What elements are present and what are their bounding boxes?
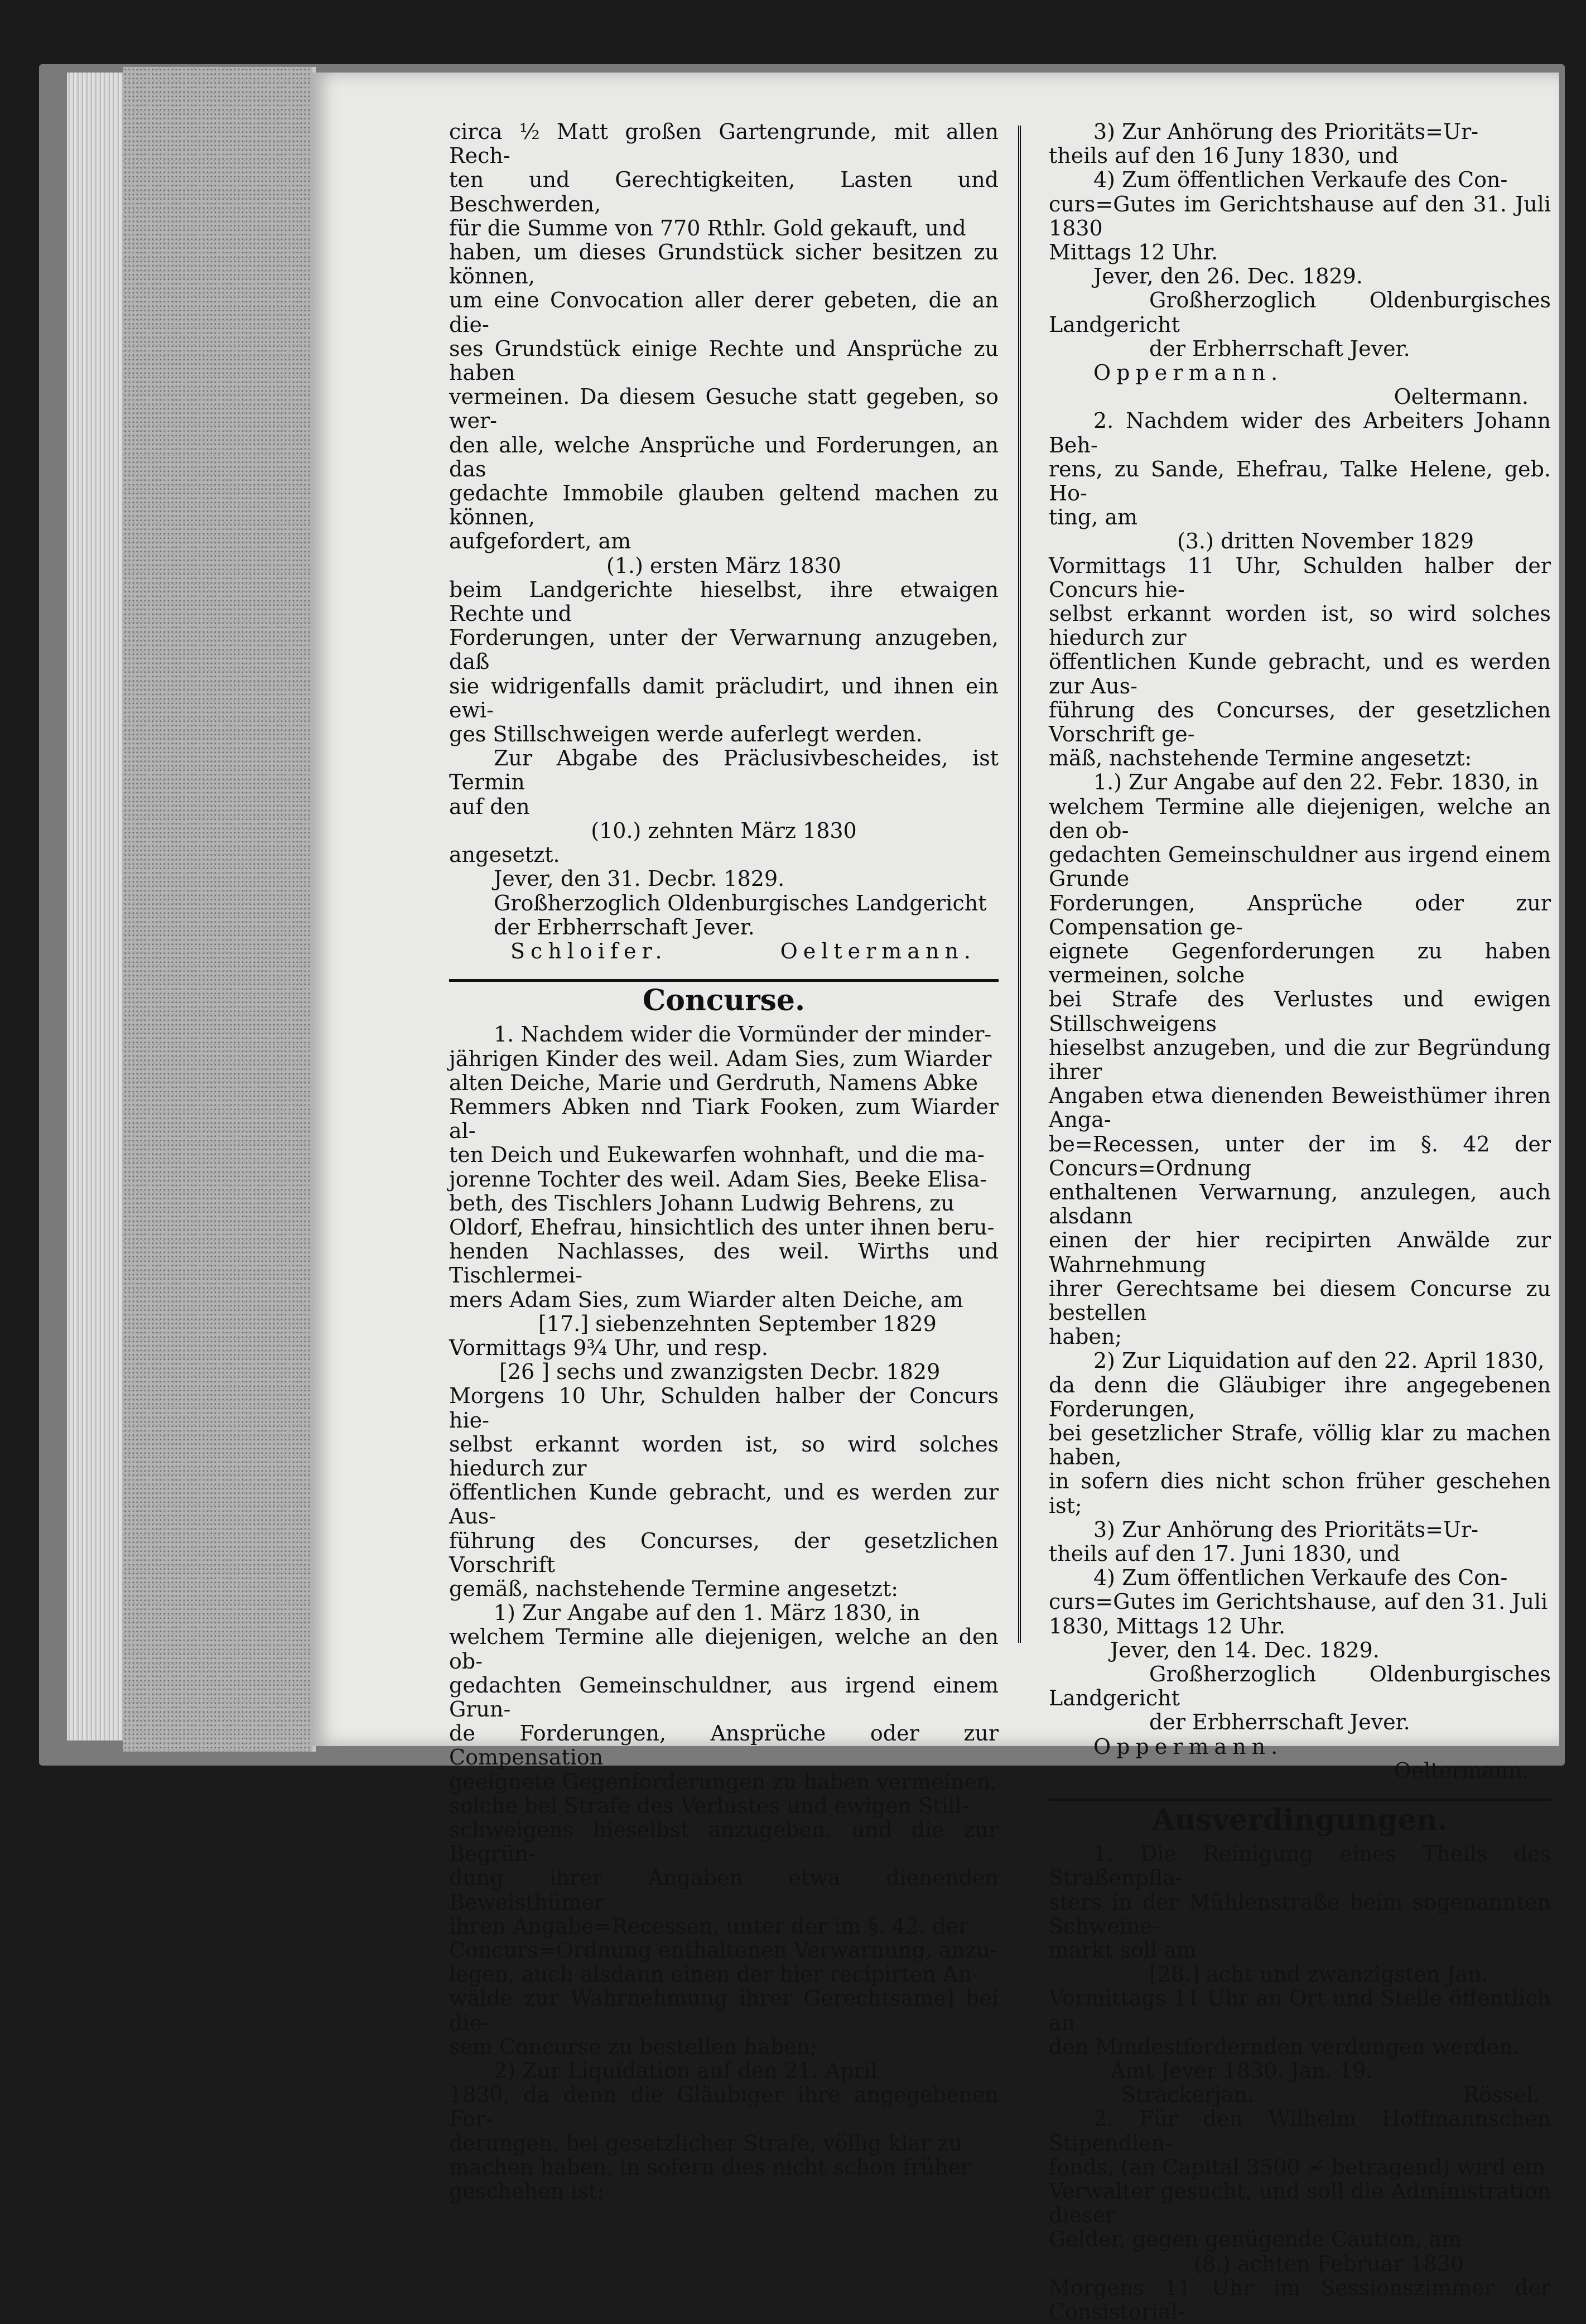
section-divider	[1049, 1799, 1551, 1801]
text-line: 3) Zur Anhörung des Prioritäts=Ur-	[1093, 119, 1479, 144]
document-page	[312, 73, 1559, 2324]
text-line: vermeinen. Da diesem Gesuche statt gegeben, so wer-	[449, 384, 999, 433]
signer: Strackerjan.	[1121, 2082, 1255, 2108]
text-line: Morgens 10 Uhr, Schulden halber der Concurs hie-	[449, 1383, 999, 1433]
text-line: bei Strafe des Verlustes und ewigen Stillschweigens	[1049, 987, 1551, 1036]
text-line: welchem Termine alle diejenigen, welche an den ob-	[1049, 794, 1551, 843]
ausverdingung-2-paragraph	[1049, 2107, 1551, 2251]
text-line: bei gesetzlicher Strafe, völlig klar zu machen haben,	[1049, 1420, 1551, 1470]
place-date: Jever, den 31. Decbr. 1829.	[494, 866, 785, 891]
text-line: curs=Gutes im Gerichtshause auf den 31. Juli 1830	[1049, 191, 1551, 240]
signer: Oeltermann.	[780, 938, 976, 963]
text-line: 4) Zum öffentlichen Verkaufe des Con-	[1093, 167, 1508, 192]
court-name: der Erbherrschaft Jever.	[1149, 336, 1410, 361]
text-line: Remmers Abken nnd Tiark Fooken, zum Wiarder al-	[449, 1094, 999, 1144]
middle-paragraph	[449, 578, 999, 746]
intro-paragraph	[449, 120, 999, 554]
text-line: beth, des Tischlers Johann Ludwig Behrens, zu	[449, 1190, 955, 1216]
text-line: Oldorf, Ehefrau, hinsichtlich des unter ihnen beru-	[449, 1214, 995, 1240]
text-line: Mittags 12 Uhr.	[1049, 240, 1218, 265]
text-line: ting, am	[1049, 505, 1138, 530]
term-2-paragraph	[449, 2059, 999, 2204]
text-line: gedachte Immobile glauben geltend machen zu können,	[449, 481, 999, 530]
court-name: Großherzoglich Oldenburgisches Landgericht	[1049, 288, 1551, 337]
text-line: da denn die Gläubiger ihre angegebenen Forderungen,	[1049, 1372, 1551, 1421]
text-line: 1. Nachdem wider die Vormünder der minder-	[494, 1022, 992, 1047]
text-line: derungen, bei gesetzlicher Strafe, völlig klar zu	[449, 2130, 962, 2156]
text-line: 1830, da denn die Gläubiger ihre angegebenen For-	[449, 2082, 999, 2132]
text-line: jährigen Kinder des weil. Adam Sies, zum Wiarder	[449, 1046, 992, 1071]
text-line: schweigens hieselbst anzugeben, und die zur Begrün-	[449, 1817, 999, 1867]
text-line: theils auf den 17. Juni 1830, und	[1049, 1541, 1400, 1566]
page-edges	[67, 73, 128, 1740]
text-line: 1830, Mittags 12 Uhr.	[1049, 1613, 1286, 1638]
text-line: 1) Zur Angabe auf den 1. März 1830, in	[494, 1600, 920, 1626]
signer: Schloifer.	[510, 938, 668, 963]
text-line: alten Deiche, Marie und Gerdruth, Namens Abke	[449, 1070, 978, 1095]
signer: Oeltermann.	[1394, 1758, 1529, 1783]
text-line: ten Deich und Eukewarfen wohnhaft, und die ma-	[449, 1142, 985, 1168]
text-line: ses Grundstück einige Rechte und Ansprüche zu haben	[449, 336, 999, 385]
signature-line	[1049, 2083, 1551, 2107]
text-line: den Mindestfordernden verdungen werden.	[1049, 2034, 1520, 2059]
text-line: solche bei Strafe des Verlustes und ewigen Still-	[449, 1793, 969, 1818]
text-line: 1. Die Reinigung eines Theils des Straßenpfla-	[1049, 1841, 1551, 1891]
signer: Oeltermann.	[1394, 384, 1529, 409]
text-line: gedachten Gemeinschuldner aus irgend einem Grunde	[1049, 842, 1551, 891]
text-line: 2. Für den Wilhelm Hoffmannschen Stipendien-	[1049, 2106, 1551, 2156]
term-date: [17.] siebenzehnten September 1829	[538, 1311, 937, 1336]
section-divider	[449, 979, 999, 982]
signer: Oppermann.	[1093, 360, 1284, 385]
text-line: 2) Zur Liquidation auf den 22. April 1830,	[1093, 1348, 1545, 1373]
text-line: 4) Zum öffentlichen Verkaufe des Con-	[1093, 1565, 1508, 1590]
court-name: Großherzoglich Oldenburgisches Landgericht	[494, 890, 987, 915]
text-line: angesetzt.	[449, 842, 560, 867]
text-line: geschehen ist;	[449, 2179, 604, 2204]
court-name: der Erbherrschaft Jever.	[494, 914, 755, 939]
text-line: Zur Abgabe des Präclusivbescheides, ist Termin	[449, 746, 999, 795]
text-line: jorenne Tochter des weil. Adam Sies, Beeke Elisa-	[449, 1166, 987, 1192]
signature-line	[449, 939, 999, 963]
text-line: henden Nachlasses, des weil. Wirths und Tischlermei-	[449, 1239, 999, 1288]
text-line: Vormittags 11 Uhr an Ort und Stelle öffentlich an	[1049, 1986, 1551, 2035]
text-line: führung des Concurses, der gesetzlichen Vorschrift	[449, 1528, 999, 1577]
text-line: für die Summe von 770 Rthlr. Gold gekauft, und	[449, 215, 966, 240]
text-line: dung ihrer Angaben etwa dienenden Beweisthümer	[449, 1865, 999, 1915]
term-date: (10.) zehnten März 1830	[591, 818, 857, 843]
text-line: curs=Gutes im Gerichtshause, auf den 31. Juli	[1049, 1589, 1548, 1614]
column-rule	[1018, 126, 1021, 1643]
text-line: ihrer Gerechtsame bei diesem Concurse zu bestellen	[1049, 1276, 1551, 1325]
term-2-paragraph	[1049, 1349, 1551, 1517]
text-line: Gelder, gegen genügende Caution, am	[1049, 2227, 1462, 2252]
text-line: circa ½ Matt großen Gartengrunde, mit allen Rech-	[449, 119, 999, 168]
text-line: geeignete Gegenforderungen zu haben vermeinen,	[449, 1769, 997, 1794]
text-line: haben, um dieses Grundstück sicher besitzen zu können,	[449, 240, 999, 289]
text-line: Vormittags 9¾ Uhr, und resp.	[449, 1335, 768, 1360]
left-column	[449, 120, 999, 2204]
section-heading: Ausverdingungen.	[1152, 1803, 1448, 1838]
text-line: legen, auch alsdann einen der hier recipirten An-	[449, 1962, 979, 1987]
text-line: selbst erkannt worden ist, so wird solches hiedurch zur	[1049, 601, 1551, 650]
text-line: be=Recessen, unter der im §. 42 der Concurs=Ordnung	[1049, 1131, 1551, 1180]
text-line: den alle, welche Ansprüche und Forderungen, an das	[449, 432, 999, 481]
text-line: führung des Concurses, der gesetzlichen Vorschrift ge-	[1049, 697, 1551, 747]
text-line: Forderungen, Ansprüche oder zur Compensation ge-	[1049, 890, 1551, 939]
text-line: sie widrigenfalls damit präcludirt, und ihnen ein ewi-	[449, 673, 999, 722]
book-block-edge	[123, 67, 316, 1752]
concurs-2-paragraph-2	[1049, 554, 1551, 771]
text-line: gemäß, nachstehende Termine angesetzt:	[449, 1576, 899, 1601]
text-line: 3) Zur Anhörung des Prioritäts=Ur-	[1093, 1517, 1479, 1542]
place-date: Jever, den 26. Dec. 1829.	[1093, 264, 1363, 289]
text-line: aufgefordert, am	[449, 529, 631, 554]
signer: Oppermann.	[1093, 1734, 1284, 1759]
term-date: (3.) dritten November 1829	[1177, 529, 1474, 554]
signer: Rössel.	[1463, 2082, 1540, 2108]
text-line: ihren Angabe=Recessen, unter der im §. 42. der	[449, 1913, 969, 1939]
text-line: hieselbst anzugeben, und die zur Begründung ihrer	[1049, 1035, 1551, 1084]
term-date: (1.) ersten März 1830	[606, 553, 841, 578]
text-line: mäß, nachstehende Termine angesetzt:	[1049, 746, 1472, 771]
text-line: sem Concurse zu bestellen haben;	[449, 2034, 817, 2059]
text-line: machen haben, in sofern dies nicht schon früher	[449, 2154, 971, 2180]
court-name: der Erbherrschaft Jever.	[1149, 1710, 1410, 1735]
concurs-2-paragraph	[1049, 409, 1551, 529]
section-heading: Concurse.	[642, 983, 806, 1018]
text-line: Morgens 11 Uhr im Sessionszimmer der Consistorial-	[1049, 2275, 1551, 2324]
text-line: wälde zur Wahrnehmung ihrer Gerechtsame] bei die-	[449, 1986, 999, 2035]
text-line: enthaltenen Verwarnung, anzulegen, auch alsdann	[1049, 1179, 1551, 1229]
text-line: theils auf den 16 Juny 1830, und	[1049, 143, 1399, 168]
text-line: ges Stillschweigen werde auferlegt werden.	[449, 722, 923, 747]
text-line: Concurs=Ordnung enthaltenen Verwarnung, anzu-	[449, 1938, 997, 1963]
term-date: (8.) achten Februar 1830	[1194, 2251, 1464, 2276]
text-line: sters in der Mühlenstraße beim sogenannten Schweine-	[1049, 1889, 1551, 1939]
text-line: Angaben etwa dienenden Beweisthümer ihren Anga-	[1049, 1083, 1551, 1132]
text-line: auf den	[449, 794, 530, 819]
term-34-paragraph	[1049, 1518, 1551, 1638]
place-date: Jever, den 14. Dec. 1829.	[1110, 1637, 1380, 1662]
place-date: Amt Jever 1830. Jan. 19.	[1110, 2058, 1373, 2084]
text-line: eignete Gegenforderungen zu haben vermeinen, solche	[1049, 938, 1551, 988]
text-line: welchem Termine alle diejenigen, welche an den ob-	[449, 1624, 999, 1674]
text-line: öffentlichen Kunde gebracht, und es werden zur Aus-	[1049, 649, 1551, 698]
text-line: um eine Convocation aller derer gebeten, die an die-	[449, 288, 999, 337]
text-line: markt soll am	[1049, 1938, 1197, 1963]
right-column	[1049, 120, 1551, 2324]
text-line: einen der hier recipirten Anwälde zur Wahrnehmung	[1049, 1228, 1551, 1277]
text-line: in sofern dies nicht schon früher geschehen ist;	[1049, 1469, 1551, 1518]
term-1-paragraph	[449, 1601, 999, 2059]
text-line: Verwalter gesucht, und soll die Administration dieser	[1049, 2179, 1551, 2228]
text-line: öffentlichen Kunde gebracht, und es werden zur Aus-	[449, 1480, 999, 1529]
ausverdingung-1-paragraph	[1049, 1842, 1551, 1963]
text-line: 2) Zur Liquidation auf den 21. April	[494, 2058, 878, 2084]
court-name: Großherzoglich Oldenburgisches Landgericht	[1049, 1662, 1551, 1711]
concurs-paragraph-2	[449, 1384, 999, 1601]
text-line: selbst erkannt worden ist, so wird solches hiedurch zur	[449, 1431, 999, 1481]
text-line: 1.) Zur Angabe auf den 22. Febr. 1830, in	[1093, 770, 1539, 795]
text-line: haben;	[1049, 1324, 1122, 1349]
term-1-paragraph	[1049, 770, 1551, 1349]
term-date: [26 ] sechs und zwanzigsten Decbr. 1829	[499, 1359, 941, 1385]
text-line: Vormittags 11 Uhr, Schulden halber der Concurs hie-	[1049, 553, 1551, 602]
text-line: mers Adam Sies, zum Wiarder alten Deiche, am	[449, 1287, 963, 1312]
concurs-paragraph	[449, 1023, 999, 1312]
term-date: [28.] acht und zwanzigsten Jan.	[1149, 1962, 1488, 1987]
text-line: Forderungen, unter der Verwarnung anzugeben, daß	[449, 625, 999, 674]
text-line: de Forderungen, Ansprüche oder zur Compensation	[449, 1721, 999, 1770]
text-line: gedachten Gemeinschuldner, aus irgend einem Grun-	[449, 1672, 999, 1722]
text-line: 2. Nachdem wider des Arbeiters Johann Beh-	[1049, 408, 1551, 457]
prior-notice-end	[1049, 120, 1551, 264]
text-line: fonds, (an Capital 3500 ≁ betragend) wird ein	[1049, 2154, 1546, 2180]
text-line: rens, zu Sande, Ehefrau, Talke Helene, geb. Ho-	[1049, 456, 1551, 506]
text-line: ten und Gerechtigkeiten, Lasten und Beschwerden,	[449, 167, 999, 216]
text-line: beim Landgerichte hieselbst, ihre etwaigen Rechte und	[449, 577, 999, 626]
